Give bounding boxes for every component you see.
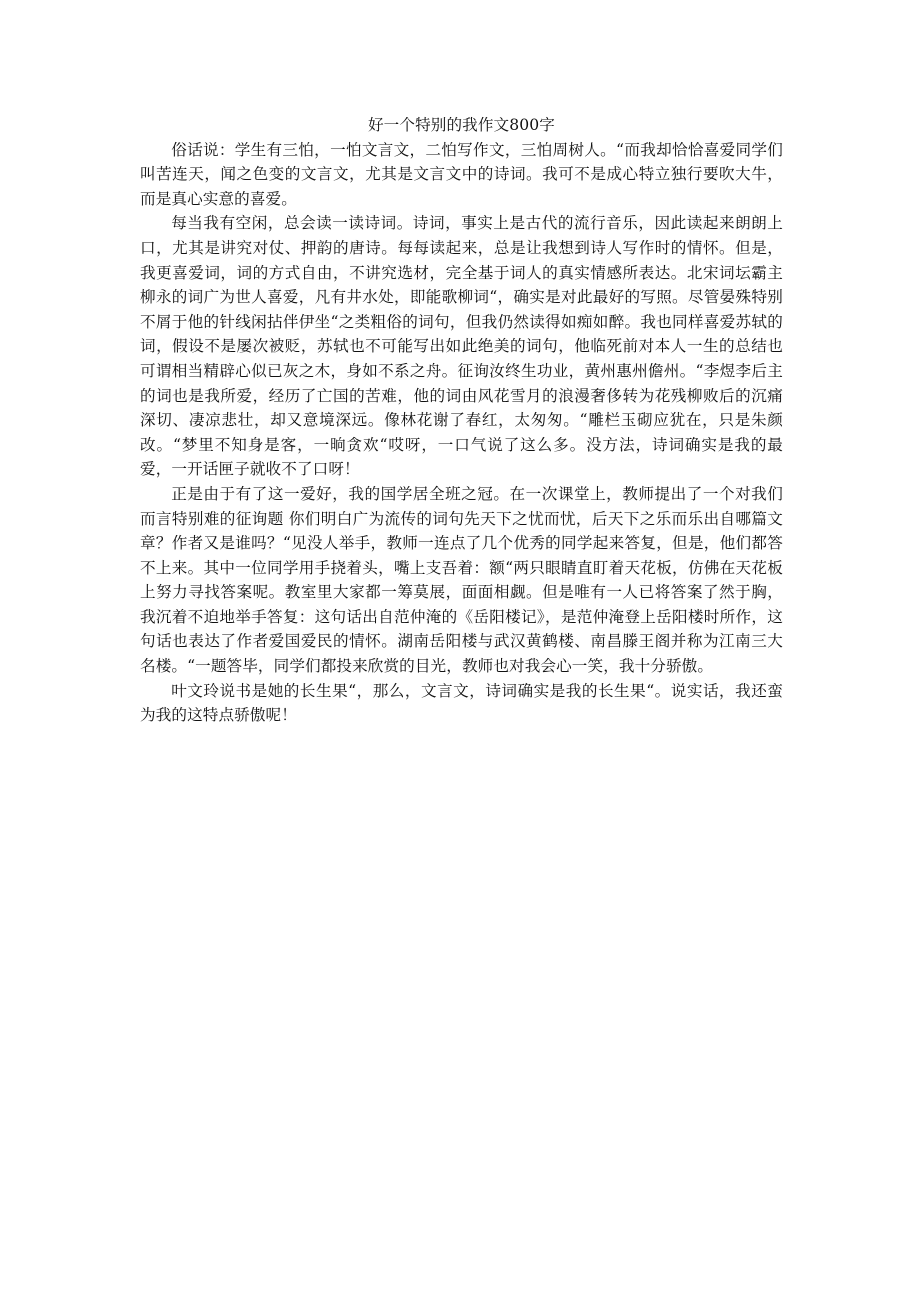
paragraph-4: 叶文玲说书是她的长生果“，那么，文言文，诗词确实是我的长生果“。说实话，我还蛮为我的这特点骄傲呢！ [140, 681, 783, 725]
paragraph-2: 每当我有空闲，总会读一读诗词。诗词，事实上是古代的流行音乐，因此读起来朗朗上口，尤其是讲究对仗、押韵的唐诗。每每读起来，总是让我想到诗人写作时的情怀。但是，我更喜爱词，词的方式自由，不讲究选材，完全基于词人的真实情感所表达。北宋词坛霸主柳永的词广为世人喜爱，凡有井水处，即能歌柳词“，确实是对此最好的写照。尽管晏殊特别不屑于他的针线闲拈伴伊坐“之类粗俗的词句，但我仍然读得如痴如醉。我也同样喜爱苏轼的词，假设不是屡次被贬，苏轼也不可能写出如此绝美的词句，他临死前对本人一生的总结也可谓相当精辟心似已灰之木，身如不系之舟。征询汝终生功业，黄州惠州儋州。“李煜李后主的词也是我所爱，经历了亡国的苦难，他的词由风花雪月的浪漫奢侈转为花残柳败后的沉痛深切、凄凉悲壮，却又意境深远。像林花谢了春红，太匆匆。“雕栏玉砌应犹在，只是朱颜改。“梦里不知身是客，一晌贪欢“哎呀，一口气说了这么多。没方法，诗词确实是我的最爱，一开话匣子就收不了口呀！ [140, 214, 783, 479]
paragraph-3: 正是由于有了这一爱好，我的国学居全班之冠。在一次课堂上，教师提出了一个对我们而言特别难的征询题 你们明白广为流传的词句先天下之忧而忧，后天下之乐而乐出自哪篇文章？作者又是谁吗？“见没人举手，教师一连点了几个优秀的同学起来答复，但是，他们都答不上来。其中一位同学用手挠着头，嘴上支吾着：额“两只眼睛直盯着天花板，仿佛在天花板上努力寻找答案呢。教室里大家都一筹莫展，面面相觑。但是唯有一人已将答案了然于胸，我沉着不迫地举手答复：这句话出自范仲淹的《岳阳楼记》，是范仲淹登上岳阳楼时所作，这句话也表达了作者爱国爱民的情怀。湖南岳阳楼与武汉黄鹤楼、南昌滕王阁并称为江南三大名楼。“一题答毕，同学们都投来欣赏的目光，教师也对我会心一笑，我十分骄傲。 [140, 484, 783, 676]
paragraph-1: 俗话说：学生有三怕，一怕文言文，二怕写作文，三怕周树人。“而我却恰恰喜爱同学们叫苦连天，闻之色变的文言文，尤其是文言文中的诗词。我可不是成心特立独行要吹大牛，而是真心实意的喜爱。 [140, 140, 783, 208]
document-body [140, 113, 783, 728]
document-title: 好一个特别的我作文800字 [367, 116, 555, 134]
